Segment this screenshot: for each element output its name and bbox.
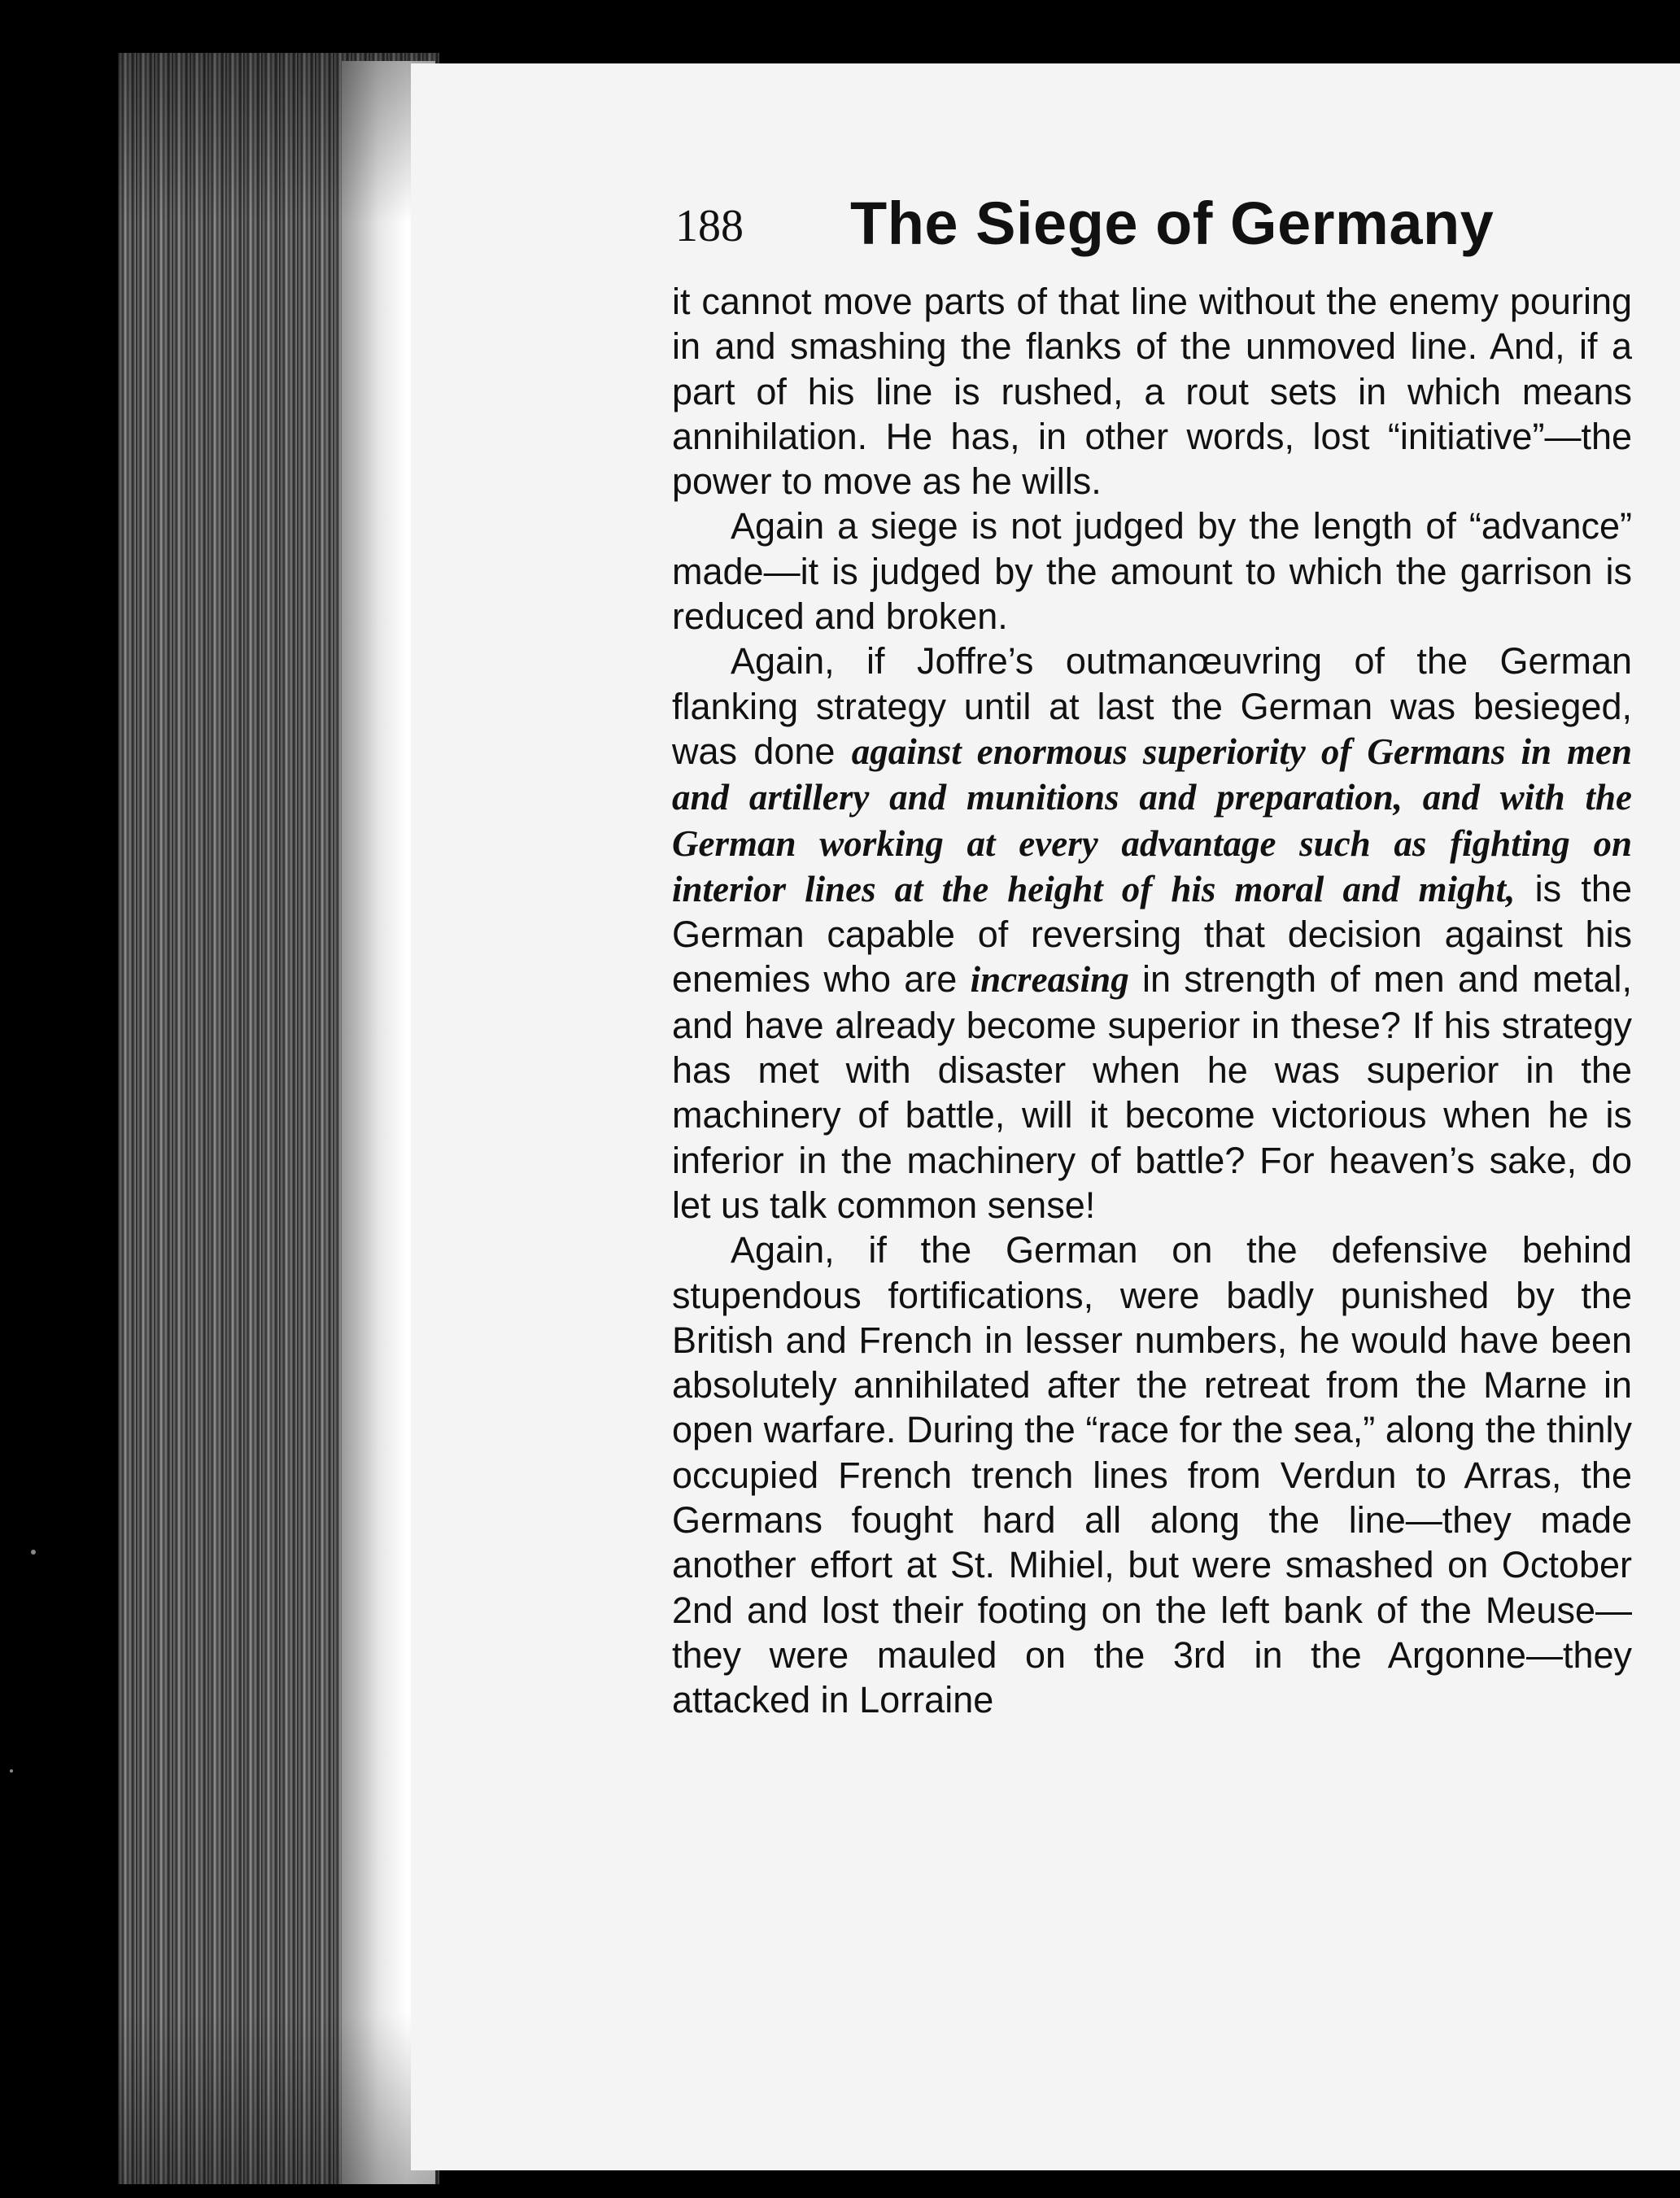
italic-run: increasing bbox=[970, 959, 1129, 1001]
dust-speck bbox=[10, 1769, 13, 1773]
text-run: it cannot move parts of that line without the enemy pouring in and smashing the flanks of the unmoved line. And, if a part of his line is rushed, a rout sets in which means annihilation. He has, in other words, lost “initiative”—the power to move as he wills. bbox=[672, 281, 1632, 503]
text-run: Again, if Joffre’s outmanœuvring of the German flanking strategy until at last the German was besieged, was done bbox=[672, 640, 1632, 772]
running-header bbox=[675, 189, 1635, 270]
paragraph bbox=[672, 639, 1632, 1228]
text-run: in strength of men and metal, and have already become superior in these? If his strategy has met with disaster when he was superior in the machinery of battle, will it become victorious when he is inferior in the machinery of battle? For heaven’s sake, do let us talk common sense! bbox=[672, 958, 1632, 1226]
italic-run: against enormous superiority of Germans in men and artillery and munitions and preparation, and with the German working at every advantage such as fighting on interior lines at the height of his moral and might, bbox=[672, 730, 1632, 909]
page-edge-shadow bbox=[118, 53, 439, 2184]
text-run: is the German capable of reversing that decision against his enemies who are bbox=[672, 867, 1632, 1001]
body-text bbox=[672, 279, 1632, 1723]
paragraph bbox=[672, 504, 1632, 639]
running-title: The Siege of Germany bbox=[850, 190, 1495, 257]
dust-speck bbox=[31, 1550, 36, 1555]
paragraph bbox=[672, 1228, 1632, 1722]
text-run: Again, if the German on the defensive behind stupendous fortifications, were badly punished by the British and French in lesser numbers, he would have been absolutely annihilated after the retreat from the Marne in open warfare. During the “race for the sea,” along the thinly occupied French trench lines from Verdun to Arras, the Germans fought hard all along the line—they made another effort at St. Mihiel, but were smashed on October 2nd and lost their footing on the left bank of the Meuse—they were mauled on the 3rd in the Argonne—they attacked in Lorraine bbox=[672, 1229, 1632, 1721]
page-number: 188 bbox=[675, 201, 744, 251]
paragraph bbox=[672, 279, 1632, 504]
text-run: Again a siege is not judged by the length of “advance” made—it is judged by the amount to which the garrison is reduced and broken. bbox=[672, 505, 1632, 638]
